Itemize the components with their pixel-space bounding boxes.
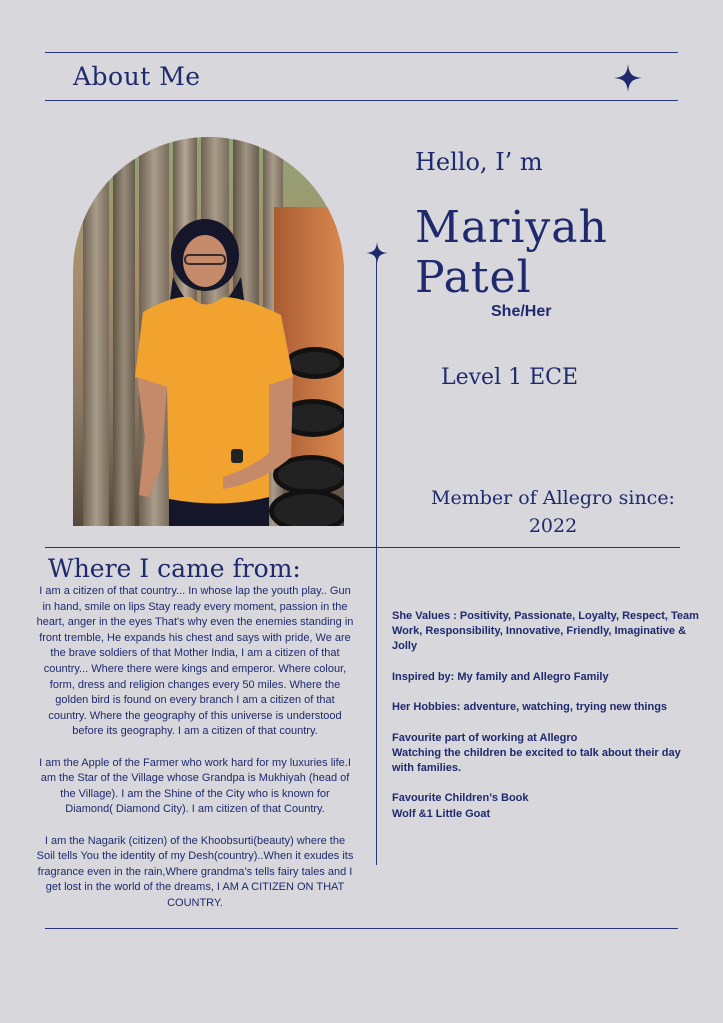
middle-rule xyxy=(45,547,680,548)
where-paragraph: I am the Apple of the Farmer who work hard for my luxuries life.I am the Star of the Village whose Grandpa is Mukhiyah (head of the Village). I am the Shine of the City who is known for Diamond( Diamond City). I am citizen of that Country. xyxy=(39,756,351,816)
favourite-book-text: Wolf &1 Little Goat xyxy=(392,807,491,820)
last-name: Patel xyxy=(415,252,532,303)
details-column xyxy=(392,609,702,837)
greeting: Hello, I’ m xyxy=(415,148,543,176)
top-rule xyxy=(45,52,678,53)
favourite-book xyxy=(392,791,702,821)
four-point-star-icon xyxy=(366,242,388,264)
vertical-divider xyxy=(376,252,377,865)
section-title-where: Where I came from: xyxy=(48,554,301,583)
bottom-rule xyxy=(45,928,678,929)
four-point-star-icon xyxy=(614,64,642,92)
favourite-book-title: Favourite Children’s Book xyxy=(392,792,529,805)
hobbies-text: Her Hobbies: adventure, watching, trying new things xyxy=(392,701,668,714)
favourite-part xyxy=(392,731,702,777)
inspired-text: Inspired by: My family and Allegro Family xyxy=(392,670,609,683)
where-paragraph: I am the Nagarik (citizen) of the Khoobsurti(beauty) where the Soil tells You the identity of my Desh(country)..When it exudes its fragrance even in the rain,Where grandma’s tells fairy tales and I get lost in the world of the dreams, I AM A CITIZEN ON THAT COUNTRY. xyxy=(36,834,354,909)
values-text: She Values : Positivity, Passionate, Loyalty, Respect, Team Work, Responsibility, Innovative, Friendly, Imaginative & Jolly xyxy=(392,610,699,653)
favourite-part-title: Favourite part of working at Allegro xyxy=(392,731,578,744)
page-title: About Me xyxy=(73,62,201,91)
profile-photo xyxy=(73,137,344,526)
member-since-label: Member of Allegro since: xyxy=(431,487,675,509)
member-since-year: 2022 xyxy=(528,515,578,537)
first-name: Mariyah xyxy=(415,202,608,253)
header-rule xyxy=(45,100,678,101)
where-text xyxy=(36,584,354,911)
where-paragraph: I am a citizen of that country... In whose lap the youth play.. Gun in hand, smile on lips Stay ready every moment, passion in the heart, anger in the eyes That's why even the enemies standing in front tremble, He expands his chest and says with pride, We are the brave soldiers of that Mother India, I am a citizen of that country... Where there were kings and emperor. Where colour, form, dress and religion changes every 50 miles. Where the golden bird is found on every branch I am a citizen of that country. Where the geography of this universe is understood before its geography. I am a citizen of that country. xyxy=(36,585,354,738)
membership-info xyxy=(420,484,686,540)
level-label: Level 1 ECE xyxy=(441,365,579,390)
favourite-part-text: Watching the children be excited to talk about their day with families. xyxy=(392,746,681,774)
pronouns: She/Her xyxy=(491,303,552,320)
